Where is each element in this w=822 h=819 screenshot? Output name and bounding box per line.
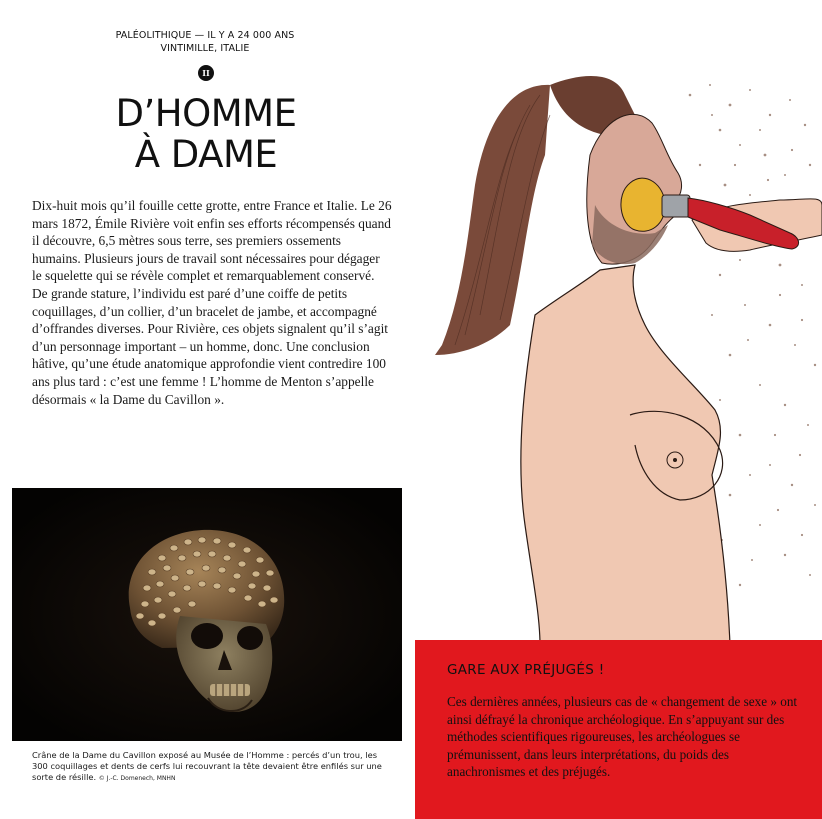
illustration-figure <box>430 55 822 645</box>
photo-credit: © J.-C. Domenech, MNHN <box>98 775 176 782</box>
kicker-location: VINTIMILLE, ITALIE <box>160 43 250 54</box>
woman-with-brush-icon <box>430 55 822 645</box>
kicker-period: PALÉOLITHIQUE — IL Y A 24 000 ANS <box>115 30 295 41</box>
skull-icon <box>12 488 402 741</box>
sidebar-box <box>415 640 822 819</box>
title-line-1: D’HOMME <box>115 92 297 135</box>
title-line-2: À DAME <box>134 133 278 176</box>
article-body: Dix-huit mois qu’il fouille cette grotte, entre France et Italie. Le 26 mars 1872, Émile Rivière voit enfin ses efforts récompensés quand il découvre, 6,5 mètres sous terre, ses premiers ossements humains. Plusieurs jours de travail sont nécessaires pour dégager le squelette qui se révèle complet et remarquablement conservé. De grande stature, l’individu est paré d’une coiffe de petits coquillages, d’un collier, d’un bracelet de jambe, et accompagné d’offrandes diverses. Pour Rivière, ces objets signalent qu’il s’agit d’un personnage important – un homme, donc. Une conclusion hâtive, qu’une étude anatomique approfondie vient contredire 100 ans plus tard : c’est une femme ! L’homme de Menton s’appelle désormais « la Dame du Cavillon ». <box>32 198 392 407</box>
page-title <box>60 93 352 175</box>
photo-caption <box>32 750 387 784</box>
kicker <box>60 29 350 55</box>
skull-photo <box>12 488 402 741</box>
sidebar-body: Ces dernières années, plusieurs cas de « changement de sexe » ont ainsi défrayé la chronique archéologique. En s’appuyant sur des méthodes scientifiques rigoureuses, les archéologues se prémunissent, dans leurs interprétations, du poids des anachronismes et des préjugés. <box>447 694 798 779</box>
sidebar-title: GARE AUX PRÉJUGÉS ! <box>447 662 605 678</box>
caption-text: Crâne de la Dame du Cavillon exposé au Musée de l’Homme : percés d’un trou, les 300 coquillages et dents de cerfs lui recouvrant la tête devaient être enfilés sur une sorte de résille. <box>32 750 382 782</box>
chapter-badge: II <box>198 65 214 81</box>
